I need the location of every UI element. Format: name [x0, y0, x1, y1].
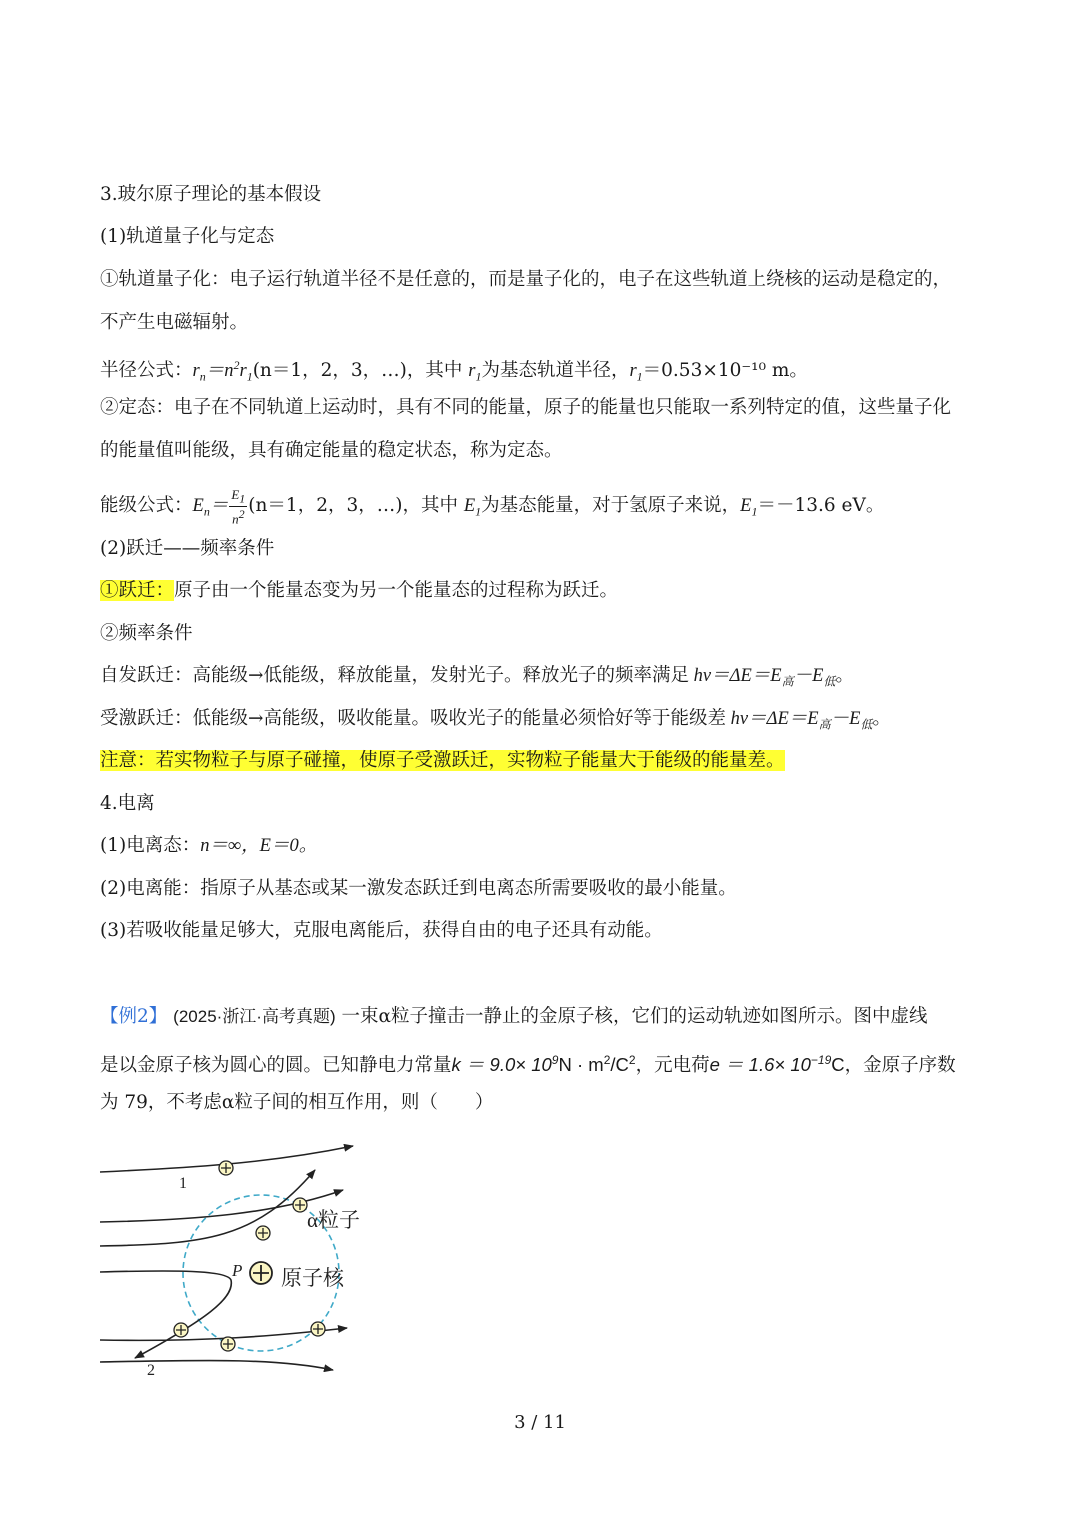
energy-formula: [100, 488, 884, 526]
note-text: 注意：若实物粒子与原子碰撞，使原子受激跃迁，实物粒子能量大于能级的能量差。: [100, 750, 785, 771]
transition-body: 原子由一个能量态变为另一个能量态的过程称为跃迁。: [174, 580, 619, 601]
example-text2c: ，金原子序数: [844, 1055, 956, 1077]
elementary-charge: $e = 1.6\times 10^{-19}$: [709, 1053, 832, 1076]
example-text2b: ，元电荷: [635, 1055, 710, 1077]
frequency-condition-title: ②频率条件: [100, 623, 193, 644]
e1-symbol: $E_1$: [463, 496, 482, 519]
trajectory-2: [100, 1271, 231, 1358]
example-line1: [100, 1004, 928, 1030]
radius-label: 半径公式：: [100, 360, 193, 382]
note: [100, 748, 785, 774]
spontaneous-transition: 自发跃迁：高能级→低能级，释放能量，发射光子。释放光子的频率满足 $h\nu=\Delta E=E_高-E_低$。: [100, 665, 854, 689]
section-4-title: 4.电离: [100, 793, 155, 814]
radius-equation: $r_n=n^2r_1$: [192, 358, 253, 384]
coulomb-constant: $k = 9.0\times 10^9$: [451, 1053, 559, 1076]
spontaneous-equation: $h\nu=\Delta E=E_高-E_低$: [689, 666, 836, 689]
energy-equation: $E_n=$ $\frac{E_1}{n^2}$: [192, 487, 246, 526]
ionization-state: [100, 833, 317, 859]
example-text2a: 是以金原子核为圆心的圆。已知静电力常量: [100, 1055, 452, 1077]
stationary-state-line1: ②定态：电子在不同轨道上运动时，具有不同的能量，原子的能量也只能取一系列特定的值，这些量子化: [100, 397, 952, 418]
example-source: (2025·浙江·高考真题): [173, 1007, 336, 1026]
orbit-quantization-line1: ①轨道量子化：电子运行轨道半径不是任意的，而是量子化的，电子在这些轨道上绕核的运动是稳定的，: [100, 269, 952, 290]
energy-desc: 为基态能量，对于氢原子来说，: [481, 495, 741, 517]
page-number: 3 / 11: [514, 1412, 566, 1433]
example-line3: 为 79，不考虑α粒子间的相互作用，则（ ）: [100, 1092, 494, 1113]
example-line2: 是以金原子核为圆心的圆。已知静电力常量$k = 9.0\times 10^9N \cdot m^2/C^2$，元电荷$e = 1.6\times 10^{-19}C$，金原子序数: [100, 1053, 956, 1077]
ionization-state-label: (1)电离态：: [100, 835, 201, 856]
example-tag: 【例2】: [100, 1006, 168, 1027]
trajectory-deflected-up: [100, 1170, 315, 1246]
label-alpha: α粒子: [307, 1208, 361, 1232]
stimulated-equation: $h\nu=\Delta E=E_高-E_低$: [726, 709, 873, 732]
stimulated-text: 受激跃迁：低能级→高能级，吸收能量。吸收光子的能量必须恰好等于能级差: [100, 708, 727, 729]
label-nucleus: 原子核: [281, 1266, 344, 1290]
r1-symbol-2: $r_1$: [629, 361, 643, 384]
label-1: 1: [179, 1175, 187, 1192]
orbit-quantization-line2: 不产生电磁辐射。: [100, 312, 249, 333]
section-3-2-title: (2)跃迁——频率条件: [100, 538, 275, 559]
trajectory-bottom: [100, 1360, 333, 1370]
label-2: 2: [147, 1362, 155, 1379]
transition-term: ①跃迁：: [100, 580, 175, 601]
ionization-state-value: n＝∞，E＝0。: [200, 836, 318, 856]
section-3-title: 3.玻尔原子理论的基本假设: [100, 184, 322, 205]
ionization-kinetic: (3)若吸收能量足够大，克服电离能后，获得自由的电子还具有动能。: [100, 920, 663, 941]
radius-value: ＝0.53×10⁻¹⁰ m。: [642, 360, 808, 382]
radius-formula: [100, 352, 808, 390]
example-text1: 一束α粒子撞击一静止的金原子核，它们的运动轨迹如图所示。图中虚线: [341, 1006, 928, 1027]
energy-label: 能级公式：: [100, 495, 193, 517]
stationary-state-line2: 的能量值叫能级，具有确定能量的稳定状态，称为定态。: [100, 440, 563, 461]
label-p: P: [232, 1261, 243, 1280]
energy-value: ＝－13.6 eV。: [757, 495, 885, 517]
section-3-1-title: (1)轨道量子化与定态: [100, 226, 275, 247]
radius-desc: 为基态轨道半径，: [481, 360, 630, 382]
e1-symbol-2: $E_1$: [740, 496, 758, 519]
transition-definition: [100, 578, 618, 604]
ionization-energy: (2)电离能：指原子从基态或某一激发态跃迁到电离态所需要吸收的最小能量。: [100, 878, 737, 899]
stimulated-transition: 受激跃迁：低能级→高能级，吸收能量。吸收光子的能量必须恰好等于能级差 $h\nu=\Delta E=E_高-E_低$。: [100, 708, 891, 732]
r1-symbol: $r_1$: [468, 361, 482, 384]
alpha-scattering-figure: [95, 1130, 395, 1380]
energy-tail: (n＝1，2，3，…)，其中: [248, 495, 464, 517]
radius-tail: (n＝1，2，3，…)，其中: [252, 360, 469, 382]
spontaneous-text: 自发跃迁：高能级→低能级，释放能量，发射光子。释放光子的频率满足: [100, 665, 690, 686]
